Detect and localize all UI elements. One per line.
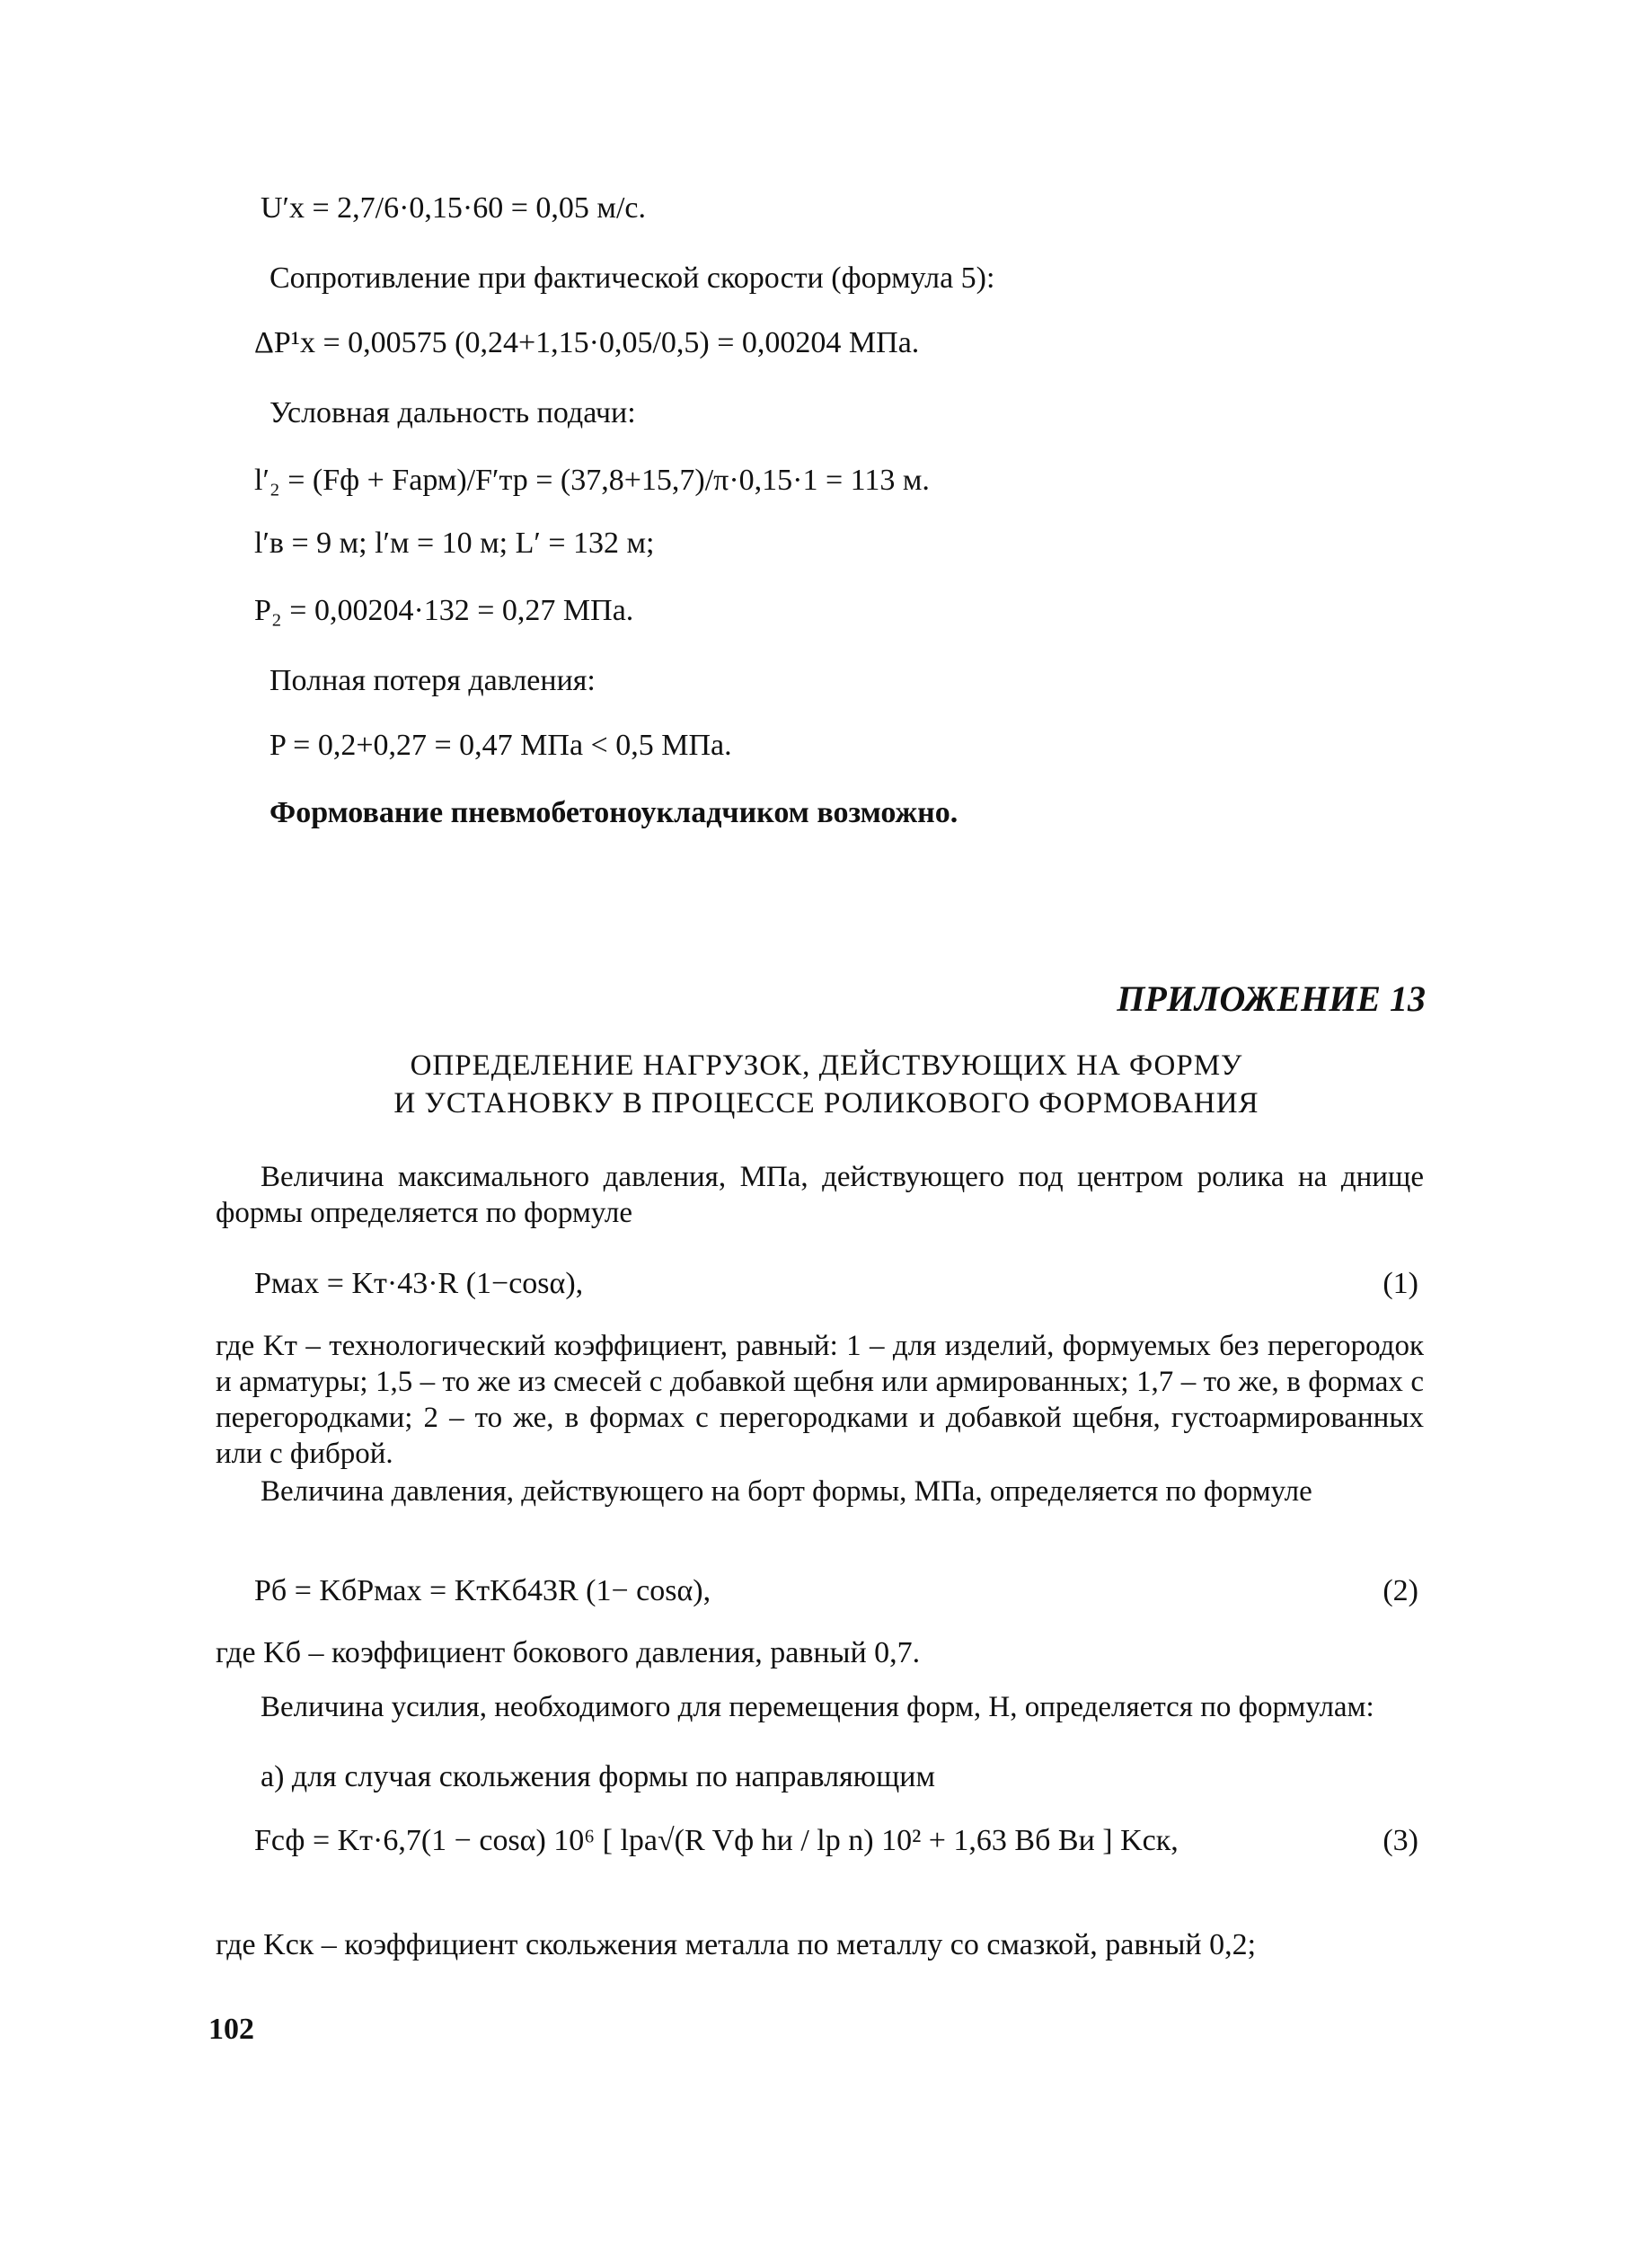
- formula-l2: l′₂ = (Fф + Fарм)/F′тр = (37,8+15,7)/π·0,15·1 = 113 м.: [254, 464, 930, 497]
- formula-2: Pб = KбPмах = KтKб43R (1− cosα),: [254, 1574, 711, 1607]
- text-resistance: Сопротивление при фактической скорости (формула 5):: [269, 261, 995, 295]
- equation-number-2: (2): [1383, 1574, 1418, 1607]
- paragraph-max-pressure: Величина максимального давления, МПа, действующего под центром ролика на днище формы определяется по формуле: [216, 1161, 1424, 1229]
- text-conclusion: Формование пневмобетоноукладчиком возможно.: [269, 796, 959, 829]
- text-sliding-case: а) для случая скольжения формы по направляющим: [261, 1760, 935, 1793]
- page-number: 102: [208, 2013, 254, 2046]
- appendix-title-line1: ОПРЕДЕЛЕНИЕ НАГРУЗОК, ДЕЙСТВУЮЩИХ НА ФОРМУ: [410, 1049, 1243, 1082]
- paragraph-side-pressure: Величина давления, действующего на борт формы, МПа, определяется по формуле: [261, 1475, 1312, 1508]
- appendix-title-line2: И УСТАНОВКУ В ПРОЦЕССЕ РОЛИКОВОГО ФОРМОВАНИЯ: [393, 1087, 1259, 1120]
- formula-ux: U′x = 2,7/6·0,15·60 = 0,05 м/с.: [261, 191, 646, 225]
- formula-3: Fсф = Kт·6,7(1 − cosα) 10⁶ [ lрa√(R Vф hи / lр n) 10² + 1,63 Bб Bи ] Kск,: [254, 1824, 1179, 1857]
- text-conditional-distance: Условная дальность подачи:: [269, 396, 636, 429]
- text-full-loss: Полная потеря давления:: [269, 664, 596, 697]
- formula-1: Pмах = Kт·43·R (1−cosα),: [254, 1267, 584, 1300]
- text-kb-definition: где Kб – коэффициент бокового давления, равный 0,7.: [216, 1636, 921, 1669]
- paragraph-kt-definition: где Kт – технологический коэффициент, равный: 1 – для изделий, формуемых без перегородок и арматуры; 1,5 – то же из смесей с добавкой щебня или армированных; 1,7 – то же, в формах с перегородками; 2 – то же, в формах с перегородками и добавкой щебня, густоармированных или с фиброй.: [216, 1330, 1424, 1470]
- formula-delta-p: ΔP¹x = 0,00575 (0,24+1,15·0,05/0,5) = 0,00204 МПа.: [254, 326, 920, 359]
- paragraph-force: Величина усилия, необходимого для перемещения форм, Н, определяется по формулам:: [261, 1691, 1374, 1723]
- equation-number-3: (3): [1383, 1824, 1418, 1857]
- equation-number-1: (1): [1383, 1267, 1418, 1300]
- formula-lengths: l′в = 9 м; l′м = 10 м; L′ = 132 м;: [254, 527, 655, 560]
- formula-p-total: P = 0,2+0,27 = 0,47 МПа < 0,5 МПа.: [269, 729, 732, 762]
- appendix-label: ПРИЛОЖЕНИЕ 13: [1117, 978, 1426, 1019]
- formula-p2: P₂ = 0,00204·132 = 0,27 МПа.: [254, 594, 634, 627]
- text-kck-definition: где Kск – коэффициент скольжения металла по металлу со смазкой, равный 0,2;: [216, 1928, 1257, 1961]
